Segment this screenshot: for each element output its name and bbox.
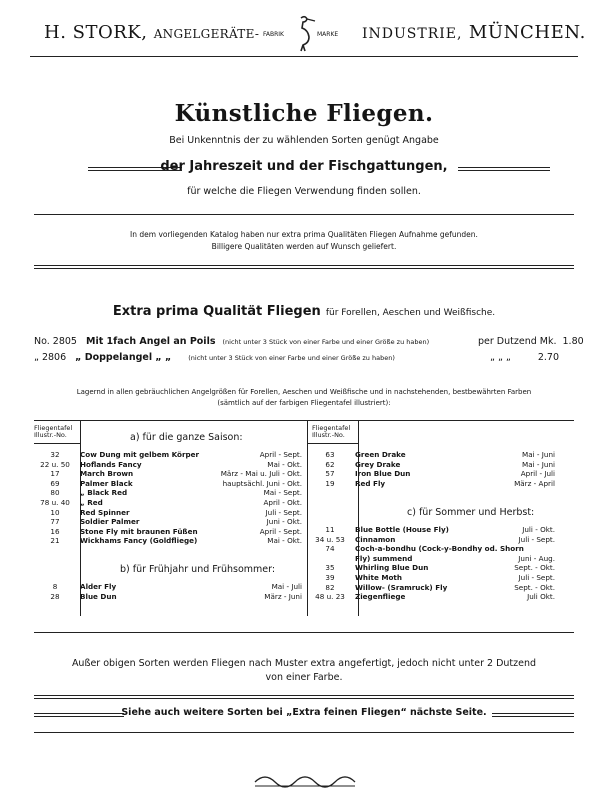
fly-season: Juli - Sept. xyxy=(518,572,555,582)
fly-row xyxy=(315,563,555,573)
intro-line-2: der Jahreszeit und der Fischgattungen, xyxy=(160,159,448,174)
fly-row xyxy=(315,469,555,479)
center-divider xyxy=(307,421,308,616)
section-c-heading: c) für Sommer und Herbst: xyxy=(407,507,535,518)
fly-name: Iron Blue Dun xyxy=(355,469,411,479)
fly-season: März - Juni xyxy=(264,591,302,601)
fly-row xyxy=(40,479,302,489)
fly-row xyxy=(40,469,302,479)
fly-season: Juli - Sept. xyxy=(518,534,555,544)
fly-row xyxy=(40,498,302,508)
fly-season: März - April xyxy=(514,478,555,488)
section-b-heading: b) für Frühjahr und Frühsommer: xyxy=(120,564,276,575)
fly-row xyxy=(40,488,302,498)
fly-name: White Moth xyxy=(355,572,402,582)
page-title: Künstliche Fliegen. xyxy=(174,100,434,127)
catalog-note-2: Billigere Qualitäten werden auf Wunsch geliefert. xyxy=(211,242,397,251)
fly-row xyxy=(315,554,555,564)
city-label: MÜNCHEN. xyxy=(468,22,586,43)
fly-plate-number: 34 u. 53 xyxy=(315,534,345,544)
fly-plate-number: 62 xyxy=(325,459,335,469)
see-also-note: Siehe auch weitere Sorten bei „Extra feinen Fliegen“ nächste Seite. xyxy=(121,707,487,718)
fly-plate-number: 77 xyxy=(50,517,60,527)
fly-plate-number: 35 xyxy=(325,563,335,573)
fly-row xyxy=(315,592,555,602)
fly-row xyxy=(40,450,302,460)
fly-name: Blue Dun xyxy=(80,591,117,601)
fly-season: Sept. - Okt. xyxy=(514,582,555,592)
fly-season: Mai - Juni xyxy=(522,450,555,459)
fly-season: April - Sept. xyxy=(259,450,302,459)
fly-season: Juli - Okt. xyxy=(522,525,555,534)
fly-name: Wickhams Fancy (Goldfliege) xyxy=(80,536,198,546)
fly-row xyxy=(40,592,302,602)
fly-row xyxy=(315,544,555,554)
fly-plate-number: 11 xyxy=(325,525,335,534)
industrie-label: INDUSTRIE, xyxy=(362,26,463,42)
fly-plate-number: 82 xyxy=(325,582,335,592)
logo-left-label: FABRIK xyxy=(263,31,284,38)
stork-logo xyxy=(263,14,343,52)
fly-row xyxy=(40,527,302,537)
stock-note-2: (sämtlich auf der farbigen Fliegentafel illustriert): xyxy=(217,399,391,407)
footer-rule-2 xyxy=(34,732,574,733)
item-number: No. 2805 xyxy=(34,336,77,347)
header-divider xyxy=(30,56,578,57)
firm-name xyxy=(44,22,259,43)
fly-season: Mai - Juli xyxy=(271,582,302,591)
fly-plate-number: 17 xyxy=(50,469,60,479)
section-a-heading: a) für die ganze Saison: xyxy=(130,432,243,443)
fly-name: Palmer Black xyxy=(80,478,133,488)
right-colhead: Fliegentafel Illustr.-No. xyxy=(312,424,351,439)
stock-note: Lagernd in allen gebräuchlichen Angelgrößen für Forellen, Aeschen und Weißfische und in nachstehenden, bestbewährten Farben xyxy=(76,388,532,396)
right-top-list xyxy=(315,450,555,488)
letterhead xyxy=(0,14,608,54)
fly-plate-number: 32 xyxy=(50,450,60,459)
fly-name: Alder Fly xyxy=(80,582,117,591)
extra-heading-sub: für Forellen, Aeschen und Weißfische. xyxy=(325,308,496,318)
catalog-note-1: In dem vorliegenden Katalog haben nur extra prima Qualitäten Fliegen Aufnahme gefunden. xyxy=(130,230,478,239)
fly-plate-number: 74 xyxy=(325,544,335,554)
fly-season: Mai - Juni xyxy=(522,459,555,469)
fly-row xyxy=(40,517,302,527)
fly-plate-number: 69 xyxy=(50,478,60,488)
fly-name: Soldier Palmer xyxy=(80,517,140,527)
price-2805 xyxy=(478,336,584,347)
fly-name: Cinnamon xyxy=(355,534,396,544)
fly-plate-number: 21 xyxy=(50,536,60,546)
fly-plate-number: 80 xyxy=(50,488,60,498)
fly-plate-number: 16 xyxy=(50,526,60,536)
fly-name: Fly) summend xyxy=(355,553,413,563)
custom-order-note-2: von einer Farbe. xyxy=(265,672,343,683)
fly-season: Mai - Sept. xyxy=(263,488,302,498)
fly-plate-number: 57 xyxy=(325,469,335,479)
fly-name: Green Drake xyxy=(355,450,406,459)
footer-rule-1 xyxy=(34,695,574,699)
note-divider xyxy=(34,265,574,269)
left-a-list xyxy=(40,450,302,546)
firm-location xyxy=(362,22,586,43)
price-label: „ „ „ xyxy=(490,352,511,363)
intro-line-3: für welche die Fliegen Verwendung finden sollen. xyxy=(187,186,421,197)
item-note: (nicht unter 3 Stück von einer Farbe und einer Größe zu haben) xyxy=(222,338,430,346)
table-bottom-rule xyxy=(34,632,574,633)
firm-label: H. STORK, xyxy=(44,22,148,43)
fly-season: April - Sept. xyxy=(259,526,302,536)
table-top-rule xyxy=(34,420,574,421)
see-also-rule-right xyxy=(492,713,574,717)
fly-name: „ Black Red xyxy=(80,488,128,498)
fly-plate-number: 8 xyxy=(52,582,58,591)
fly-season: hauptsächl. Juni - Okt. xyxy=(222,478,302,488)
fly-plate-number: 22 u. 50 xyxy=(40,459,70,469)
fly-name: Blue Bottle (House Fly) xyxy=(355,525,449,534)
item-description: „ Doppelangel „ „ xyxy=(75,352,172,363)
fly-row xyxy=(315,535,555,545)
decor-rule-right xyxy=(458,167,550,171)
extra-heading-main: Extra prima Qualität Fliegen xyxy=(112,304,321,319)
fly-season: Juni - Okt. xyxy=(266,517,302,527)
custom-order-note: Außer obigen Sorten werden Fliegen nach Muster extra angefertigt, jedoch nicht unter 2 Dutzend xyxy=(71,658,537,669)
firm-subtitle: ANGELGERÄTE- xyxy=(153,27,260,41)
price-label: per Dutzend Mk. xyxy=(478,336,557,347)
fly-name: Coch-a-bondhu (Cock-y-Bondhy od. Shorn xyxy=(355,544,524,554)
fly-plate-number: 63 xyxy=(325,450,335,459)
fly-row xyxy=(315,583,555,593)
fly-name: Red Fly xyxy=(355,478,386,488)
fly-plate-number: 28 xyxy=(50,591,60,601)
fly-plate-number: 48 u. 23 xyxy=(315,592,345,602)
fly-name: Whirling Blue Dun xyxy=(355,563,429,573)
flourish-ornament-icon xyxy=(250,772,360,792)
fly-row xyxy=(40,582,302,592)
fly-row xyxy=(315,460,555,470)
fly-row xyxy=(40,536,302,546)
fly-name: Grey Drake xyxy=(355,459,401,469)
fly-plate-number: 78 u. 40 xyxy=(40,497,70,507)
extra-heading xyxy=(0,300,608,319)
fly-row xyxy=(315,573,555,583)
fly-name: Cow Dung mit gelbem Körper xyxy=(80,450,200,459)
fly-name: Willow- (Sramruck) Fly xyxy=(355,582,448,592)
logo-right-label: MARKE xyxy=(317,31,339,38)
right-c-list xyxy=(315,525,555,602)
left-colhead-rule xyxy=(34,443,80,444)
item-description: Mit 1fach Angel an Poils xyxy=(86,336,216,347)
fly-season: Mai - Okt. xyxy=(267,536,302,546)
fly-plate-number: 39 xyxy=(325,572,335,582)
fly-name: Stone Fly mit braunen Füßen xyxy=(80,526,198,536)
left-b-list xyxy=(40,582,302,601)
item-number: „ 2806 xyxy=(34,352,67,363)
fly-name: Hoflands Fancy xyxy=(80,459,142,469)
left-colhead: Fliegentafel Illustr.-No. xyxy=(34,424,73,439)
fly-plate-number: 19 xyxy=(325,478,335,488)
fly-plate-number: 10 xyxy=(50,507,60,517)
fly-row xyxy=(40,508,302,518)
right-colhead-rule xyxy=(307,443,358,444)
fly-name: Ziegenfliege xyxy=(355,592,406,602)
fly-season: März - Mai u. Juli - Okt. xyxy=(220,469,302,479)
fly-season: April - Juli xyxy=(520,469,555,479)
fly-name: „ Red xyxy=(80,497,103,507)
item-note: (nicht unter 3 Stück von einer Farbe und einer Größe zu haben) xyxy=(188,354,395,362)
fly-name: Red Spinner xyxy=(80,507,130,517)
price-value: 2.70 xyxy=(537,352,559,363)
fly-name: March Brown xyxy=(80,469,134,479)
fly-season: April - Okt. xyxy=(263,497,302,507)
fly-season: Juli Okt. xyxy=(527,592,555,602)
price-2806 xyxy=(490,352,559,363)
price-row-2806 xyxy=(34,352,395,363)
intro-line-1: Bei Unkenntnis der zu wählenden Sorten genügt Angabe xyxy=(169,135,439,146)
price-value: 1.80 xyxy=(562,336,584,347)
fly-row xyxy=(315,525,555,535)
fly-row xyxy=(40,460,302,470)
intro-divider xyxy=(34,214,574,215)
fly-row xyxy=(315,479,555,489)
fly-season: Sept. - Okt. xyxy=(514,563,555,573)
fly-season: Juli - Sept. xyxy=(265,507,302,517)
price-row-2805 xyxy=(34,336,429,347)
fly-season: Juni - Aug. xyxy=(518,553,555,563)
fly-season: Mai - Okt. xyxy=(267,459,302,469)
fly-row xyxy=(315,450,555,460)
